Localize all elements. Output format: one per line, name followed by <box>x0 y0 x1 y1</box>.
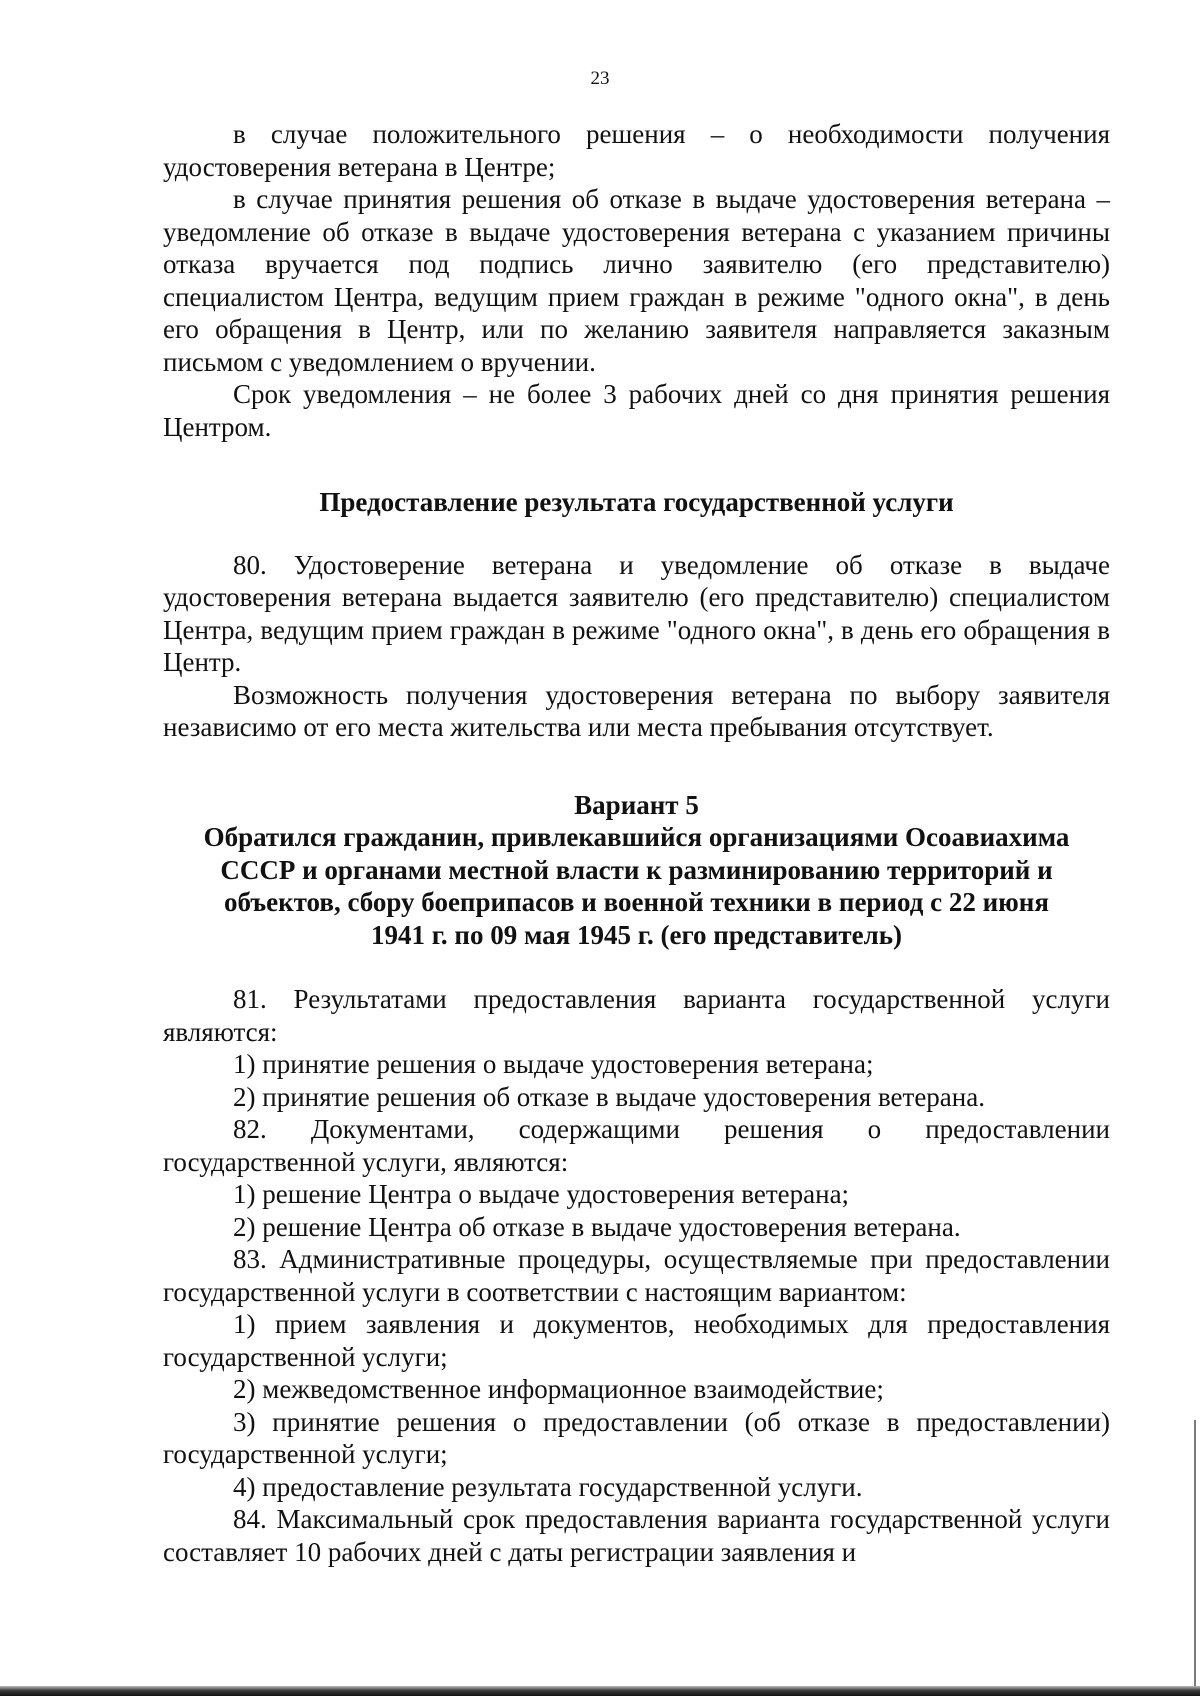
list-item: 1) прием заявления и документов, необходимых для предоставления государственной услуги; <box>163 1309 1110 1372</box>
list-item: 4) предоставление результата государственной услуги. <box>233 1471 863 1502</box>
document-body <box>163 118 1110 1568</box>
variant-subtitle-line: 1941 г. по 09 мая 1945 г. (его представитель) <box>370 919 903 950</box>
variant-subtitle-line: объектов, сбору боеприпасов и военной техники в период с 22 июня <box>224 887 1049 917</box>
list-item: 2) решение Центра об отказе в выдаче удостоверения ветерана. <box>233 1211 961 1242</box>
variant-heading-block <box>163 789 1110 952</box>
paragraph-84: 84. Максимальный срок предоставления варианта государственной услуги составляет 10 рабочих дней с даты регистрации заявления и <box>163 1504 1110 1567</box>
paragraph: в случае принятия решения об отказе в выдаче удостоверения ветерана – уведомление об отказе в выдаче удостоверения ветерана с указанием причины отказа вручается под подпись лично заявителю (его представителю) специалистом Центра, ведущим прием граждан в режиме "одного окна", в день его обращения в Центр, или по желанию заявителя направляется заказным письмом с уведомлением о вручении. <box>163 184 1110 377</box>
paragraph: Срок уведомления – не более 3 рабочих дней со дня принятия решения Центром. <box>163 379 1110 442</box>
list-item: 2) межведомственное информационное взаимодействие; <box>233 1374 884 1404</box>
variant-title: Вариант 5 <box>574 789 699 820</box>
list-item: 1) решение Центра о выдаче удостоверения ветерана; <box>233 1179 850 1209</box>
list-item: 2) принятие решения об отказе в выдаче удостоверения ветерана. <box>233 1081 985 1112</box>
variant-subtitle-line: Обратился гражданин, привлекавшийся организациями Осоавиахима <box>203 822 1070 852</box>
scan-edge-line <box>1194 1420 1196 1696</box>
list-item: 3) принятие решения о предоставлении (об отказе в предоставлении) государственной услуги; <box>163 1406 1110 1469</box>
paragraph-82: 82. Документами, содержащими решения о предоставлении государственной услуги, являются: <box>163 1114 1110 1177</box>
paragraph-80: 80. Удостоверение ветерана и уведомление об отказе в выдаче удостоверения ветерана выдается заявителю (его представителю) специалистом Центра, ведущим прием граждан в режиме "одного окна", в день его обращения в Центр. <box>163 549 1110 677</box>
section-heading: Предоставление результата государственной услуги <box>319 487 954 517</box>
paragraph: Возможность получения удостоверения ветерана по выбору заявителя независимо от его места жительства или места пребывания отсутствует. <box>163 679 1110 742</box>
paragraph: в случае положительного решения – о необходимости получения удостоверения ветерана в Центре; <box>163 119 1110 182</box>
scan-bottom-edge <box>0 1686 1200 1696</box>
paragraph-83: 83. Административные процедуры, осуществляемые при предоставлении государственной услуги в соответствии с настоящим вариантом: <box>163 1244 1110 1307</box>
section-body <box>163 549 1110 744</box>
page-number: 23 <box>590 68 610 89</box>
variant-subtitle-line: СССР и органами местной власти к разминированию территорий и <box>220 854 1053 885</box>
list-item: 1) принятие решения о выдаче удостоверения ветерана; <box>233 1049 874 1079</box>
paragraph-81: 81. Результатами предоставления варианта государственной услуги являются: <box>163 984 1110 1047</box>
variant-body <box>163 983 1110 1568</box>
